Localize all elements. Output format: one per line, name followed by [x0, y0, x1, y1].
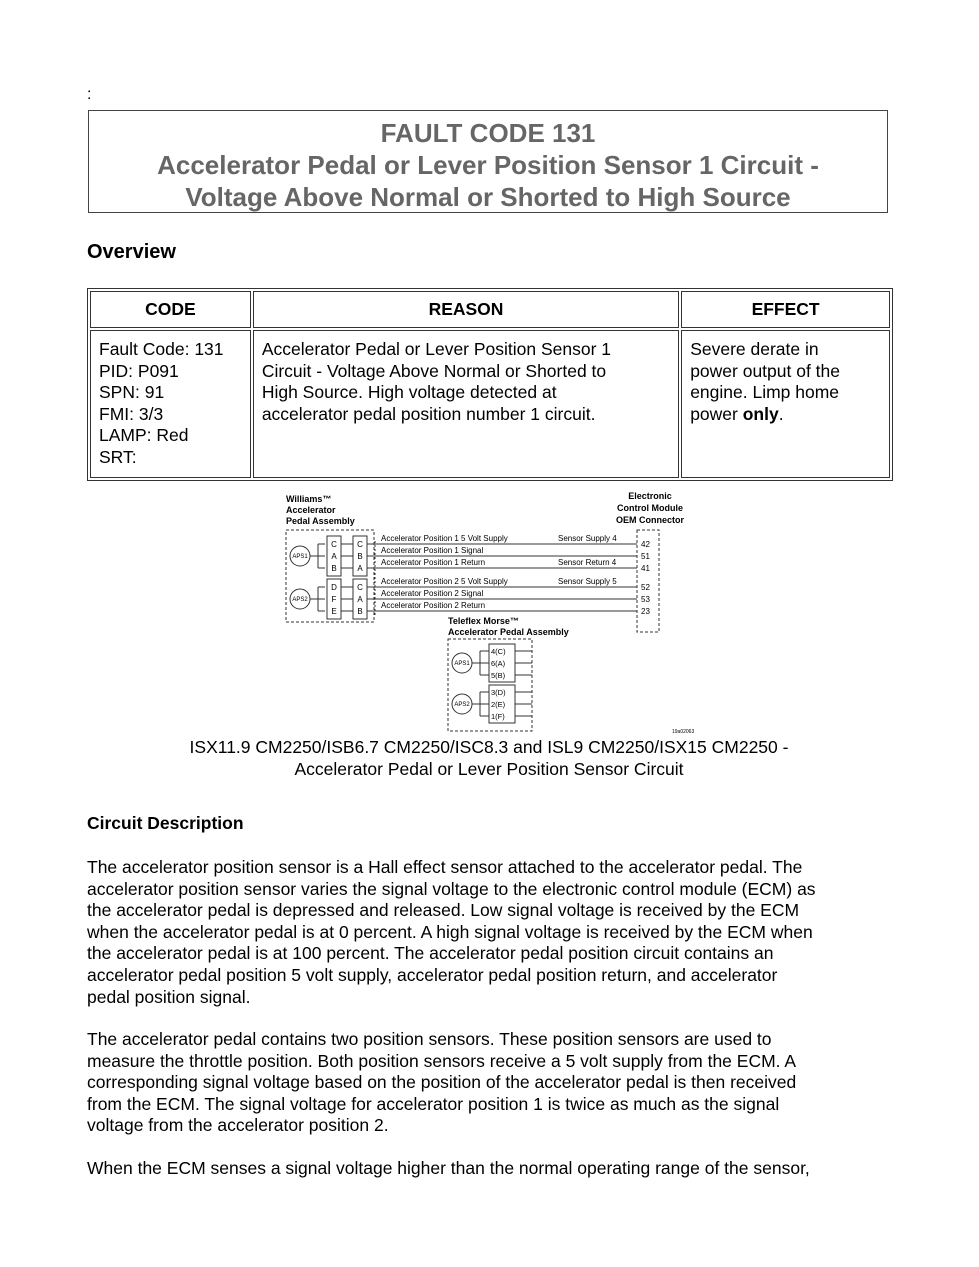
pin-label: C: [357, 540, 363, 549]
paragraph-line: measure the throttle position. Both position sensors receive a 5 volt supply from the ECM. A: [87, 1050, 797, 1071]
ecm-pin: 23: [641, 607, 650, 616]
reason-line: Circuit - Voltage Above Normal or Shorted to: [261, 360, 607, 381]
code-cell: [90, 330, 251, 478]
page-marker: :: [87, 86, 92, 103]
paragraph-3: [87, 1158, 897, 1180]
code-column-header: CODE: [90, 291, 251, 328]
overview-heading: Overview: [87, 241, 176, 263]
teleflex-pin: 3(D): [491, 688, 506, 697]
effect-text: power: [690, 403, 743, 424]
wire-label: Accelerator Position 2 Return: [381, 601, 486, 610]
sensor-leads: [310, 544, 325, 611]
paragraph-line: when the accelerator pedal is at 0 percent. A high signal voltage is received by the ECM when: [87, 921, 813, 942]
reason-line: accelerator pedal position number 1 circuit.: [261, 403, 596, 424]
pin-label: A: [331, 552, 337, 561]
ecm-title-line2: Control Module: [617, 503, 683, 513]
pin-label: B: [357, 552, 363, 561]
code-line: PID: P091: [99, 360, 179, 381]
paragraph-line: pedal position signal.: [87, 986, 251, 1007]
paragraph-2: [87, 1029, 897, 1137]
table-header-row: [90, 291, 890, 328]
ecm-title-line3: OEM Connector: [615, 515, 685, 525]
effect-column-header: EFFECT: [681, 291, 890, 328]
figure-caption: [100, 736, 878, 780]
code-line: SPN: 91: [99, 382, 165, 402]
teleflex-wire-stubs: [515, 651, 532, 716]
reason-line: Accelerator Pedal or Lever Position Sensor 1: [261, 339, 612, 359]
reason-line: High Source. High voltage detected at: [261, 382, 557, 402]
paragraph-line: the accelerator pedal is depressed and released. Low signal voltage is received by the ECM: [87, 900, 800, 921]
ecm-pin: 51: [641, 552, 650, 561]
pin-label: E: [331, 607, 337, 616]
effect-cell: [681, 330, 890, 478]
code-line: SRT:: [99, 446, 137, 467]
pin-label: D: [331, 583, 337, 592]
reason-cell: [253, 330, 679, 478]
connector-jumpers: [341, 544, 353, 611]
ecm-function-label: Sensor Supply 4: [558, 534, 617, 543]
teleflex-pin: 4(C): [491, 647, 506, 656]
wire-label: Accelerator Position 2 Signal: [381, 589, 484, 598]
paragraph-line: The accelerator pedal contains two position sensors. These position sensors are used to: [87, 1029, 772, 1049]
ecm-pin: 52: [641, 583, 650, 592]
paragraph-line: voltage from the accelerator position 2.: [87, 1115, 389, 1136]
williams-title-line1: Williams™: [286, 494, 332, 504]
pin-label: B: [357, 607, 363, 616]
caption-line2: Accelerator Pedal or Lever Position Sensor Circuit: [294, 759, 684, 779]
effect-period: .: [778, 403, 784, 424]
teleflex-aps1-label: APS1: [454, 661, 470, 667]
effect-line: engine. Limp home: [690, 382, 840, 402]
circuit-description-heading: Circuit Description: [87, 813, 244, 833]
aps1-label: APS1: [292, 554, 308, 560]
code-line: Fault Code: 131: [99, 339, 224, 359]
teleflex-title-line2: Accelerator Pedal Assembly: [448, 627, 569, 637]
teleflex-pin: 5(B): [491, 671, 506, 680]
teleflex-aps2-label: APS2: [454, 702, 470, 708]
paragraph-1: [87, 857, 897, 1008]
ecm-pin: 41: [641, 564, 650, 573]
wire-label: Accelerator Position 1 Signal: [381, 546, 484, 555]
ecm-pin: 42: [641, 540, 650, 549]
wire-label: Accelerator Position 1 Return: [381, 558, 486, 567]
ecm-pin: 53: [641, 595, 650, 604]
paragraph-line: corresponding signal voltage based on the position of the accelerator pedal is then received: [87, 1072, 797, 1093]
paragraph-line: from the ECM. The signal voltage for accelerator position 1 is twice as much as the signal: [87, 1093, 780, 1114]
pin-label: F: [331, 595, 337, 604]
fault-code-subtitle-line2: Voltage Above Normal or Shorted to High Source: [185, 182, 791, 212]
teleflex-pin: 1(F): [491, 712, 505, 721]
wire-label: Accelerator Position 1 5 Volt Supply: [381, 534, 508, 543]
effect-line: power output of the: [690, 360, 841, 381]
fault-code-title-box: [88, 110, 888, 213]
fault-code-title: FAULT CODE 131: [380, 118, 596, 148]
figure-id: 19a02063: [672, 729, 695, 734]
ecm-function-label: Sensor Supply 5: [558, 577, 617, 586]
pin-label: C: [357, 583, 363, 592]
effect-line: [690, 404, 883, 426]
pin-label: B: [331, 564, 337, 573]
paragraph-line: accelerator pedal position 5 volt supply, accelerator pedal position return, and accelerator: [87, 964, 778, 985]
williams-title-line2: Accelerator: [286, 505, 336, 515]
teleflex-leads: [472, 651, 489, 716]
caption-line1: ISX11.9 CM2250/ISB6.7 CM2250/ISC8.3 and ISL9 CM2250/ISX15 CM2250 -: [189, 737, 789, 757]
effect-emphasis: only: [742, 403, 779, 424]
ecm-function-label: Sensor Return 4: [558, 558, 617, 567]
wiring-diagram: [280, 486, 710, 734]
code-line: FMI: 3/3: [99, 403, 164, 424]
fault-code-subtitle-line1: Accelerator Pedal or Lever Position Sensor 1 Circuit -: [157, 150, 819, 180]
teleflex-title-line1: Teleflex Morse™: [448, 616, 519, 626]
williams-title-line3: Pedal Assembly: [286, 516, 355, 526]
teleflex-pin: 2(E): [491, 700, 506, 709]
overview-table: [87, 288, 893, 481]
effect-line: Severe derate in: [690, 339, 819, 359]
pin-label: C: [331, 540, 337, 549]
table-row: [90, 330, 890, 478]
pin-label: A: [357, 595, 363, 604]
paragraph-line: The accelerator position sensor is a Hall effect sensor attached to the accelerator pedal. The: [87, 857, 803, 877]
code-line: LAMP: Red: [99, 425, 189, 445]
ecm-title-line1: Electronic: [628, 491, 672, 501]
teleflex-pin: 6(A): [491, 659, 506, 668]
paragraph-line: the accelerator pedal is at 100 percent. The accelerator pedal position circuit contains an: [87, 943, 774, 964]
reason-column-header: REASON: [253, 291, 679, 328]
aps2-label: APS2: [292, 597, 308, 603]
wire-label: Accelerator Position 2 5 Volt Supply: [381, 577, 508, 586]
pin-label: A: [357, 564, 363, 573]
paragraph-line: accelerator position sensor varies the signal voltage to the electronic control module (ECM) as: [87, 878, 816, 899]
paragraph-line: When the ECM senses a signal voltage higher than the normal operating range of the sensor,: [87, 1158, 810, 1178]
